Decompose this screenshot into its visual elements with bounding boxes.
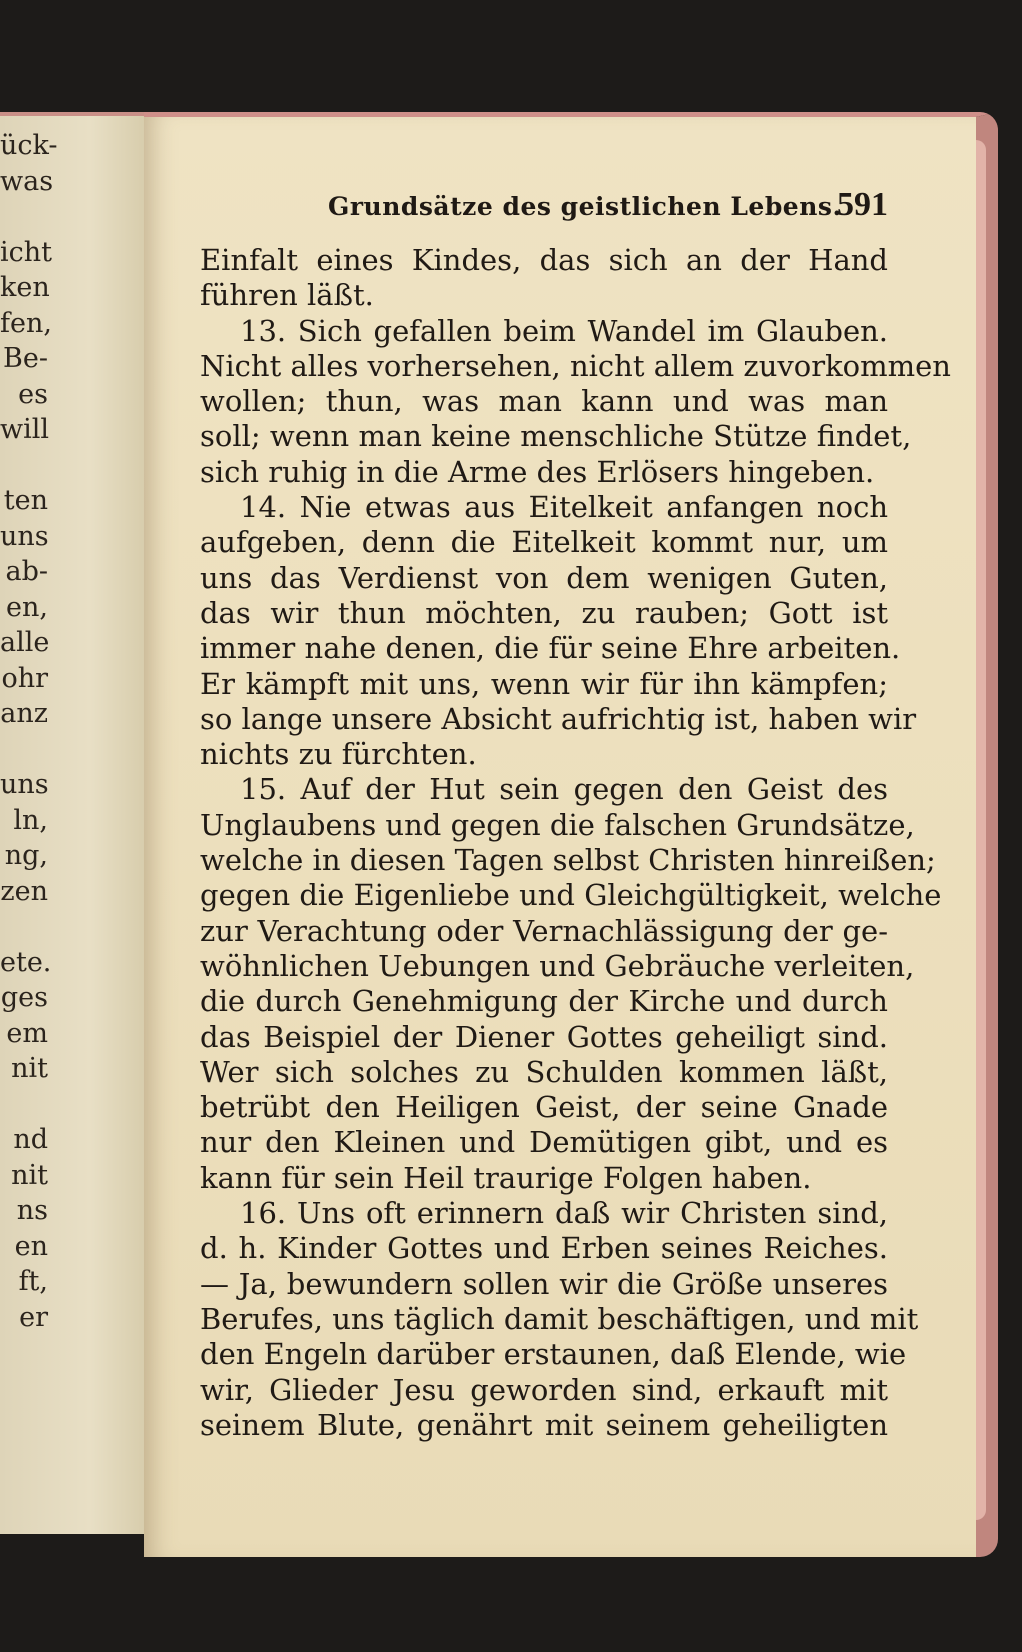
text-line: 14. Nie etwas aus Eitelkeit anfangen noch	[240, 490, 888, 525]
left-page-fragment: ück-	[0, 130, 58, 161]
left-page-fragment: fen,	[0, 307, 52, 339]
left-page-fragment	[0, 448, 48, 484]
text-line: nichts zu fürchten.	[200, 737, 477, 772]
text-line: so lange unsere Absicht aufrichtig ist, haben wir	[200, 701, 917, 736]
text-line: gegen die Eigenliebe und Gleichgültigkeit, welche	[200, 878, 942, 913]
left-page-fragment: es	[18, 378, 48, 410]
text-line: wir, Glieder Jesu geworden sind, erkauft mit	[200, 1372, 888, 1407]
left-page-fragment: ges	[0, 982, 48, 1013]
left-page-text	[0, 128, 58, 1335]
page-header	[328, 186, 888, 236]
running-title: Grundsätze des geistlichen Lebens.	[328, 192, 842, 221]
left-page-fragment: em	[6, 1017, 48, 1049]
left-page-fragment: anz	[0, 698, 48, 729]
left-page-fragment: ohr	[1, 662, 48, 694]
text-line: uns das Verdienst von dem wenigen Guten,	[200, 560, 888, 595]
left-page-fragment: er	[19, 1301, 48, 1333]
left-page-fragment: ab-	[5, 556, 48, 587]
text-line: d. h. Kinder Gottes und Erben seines Reiches.	[200, 1231, 888, 1266]
text-line: kann für sein Heil traurige Folgen haben.	[200, 1160, 812, 1195]
text-line: Er kämpft mit uns, wenn wir für ihn kämpfen;	[200, 666, 888, 701]
left-page-fragment: ng,	[4, 840, 48, 871]
left-page-fragment	[0, 1087, 48, 1123]
left-page-fragment: en	[14, 1230, 48, 1262]
text-line: wollen; thun, was man kann und was man	[200, 384, 888, 419]
text-line: aufgeben, denn die Eitelkeit kommt nur, um	[200, 525, 888, 560]
text-line: 16. Uns oft erinnern daß wir Christen sind,	[240, 1196, 888, 1231]
text-line: das wir thun möchten, zu rauben; Gott ist	[200, 595, 888, 630]
left-page-fragment: ns	[16, 1195, 48, 1226]
text-line: Berufes, uns täglich damit beschäftigen, und mit	[200, 1301, 919, 1336]
text-line: zur Verachtung oder Vernachlässigung der ge-	[200, 913, 888, 948]
left-page-fragment: Be-	[3, 343, 48, 374]
page-number: 591	[837, 186, 888, 223]
left-page-fragment: alle	[0, 627, 50, 658]
text-line: betrübt den Heiligen Geist, der seine Gnade	[200, 1090, 888, 1125]
left-page-fragment: ten	[3, 485, 48, 516]
text-line: nur den Kleinen und Demütigen gibt, und es	[200, 1125, 888, 1160]
left-page-fragment: ft,	[18, 1266, 48, 1297]
text-line: Wer sich solches zu Schulden kommen läßt,	[200, 1054, 888, 1089]
text-line: führen läßt.	[200, 278, 374, 313]
text-line: soll; wenn man keine menschliche Stütze findet,	[200, 419, 912, 454]
left-page-fragment: nd	[13, 1124, 48, 1155]
left-page-fragment: zen	[0, 875, 48, 907]
text-line: wöhnlichen Uebungen und Gebräuche verleiten,	[200, 948, 915, 983]
text-line: — Ja, bewundern sollen wir die Größe unseres	[200, 1266, 888, 1301]
text-line: das Beispiel der Diener Gottes geheiligt sind.	[200, 1019, 888, 1054]
text-line: sich ruhig in die Arme des Erlösers hingeben.	[200, 454, 875, 489]
left-page-fragment: uns	[0, 520, 49, 552]
left-page-fragment	[0, 732, 48, 768]
left-page-fragment: ken	[0, 272, 50, 303]
text-line: Unglaubens und gegen die falschen Grundsätze,	[200, 807, 915, 842]
left-page-fragment: was	[0, 165, 54, 197]
text-line: Einfalt eines Kindes, das sich an der Hand	[200, 243, 888, 277]
text-line: welche in diesen Tagen selbst Christen hinreißen;	[200, 843, 936, 878]
left-page-fragment: ete.	[0, 946, 52, 978]
text-line: 15. Auf der Hut sein gegen den Geist des	[240, 772, 888, 807]
left-page-fragment: ln,	[13, 804, 48, 836]
left-page-fragment	[0, 199, 48, 235]
text-line: immer nahe denen, die für seine Ehre arbeiten.	[200, 631, 901, 666]
body-text	[200, 243, 951, 1443]
left-page-fragment: will	[0, 414, 50, 445]
text-line: Nicht alles vorhersehen, nicht allem zuvorkommen	[200, 348, 951, 383]
left-page-fragment: uns	[0, 769, 49, 800]
text-line: seinem Blute, genährt mit seinem geheiligten	[200, 1407, 888, 1442]
left-page-fragment: nit	[11, 1159, 48, 1191]
text-line: 13. Sich gefallen beim Wandel im Glauben.	[240, 313, 888, 348]
left-page-fragment: en,	[6, 591, 48, 623]
text-line: den Engeln darüber erstaunen, daß Elende, wie	[200, 1337, 907, 1372]
left-page-fragment: nit	[11, 1053, 48, 1084]
page-edge	[976, 140, 986, 1520]
text-line: die durch Genehmigung der Kirche und durch	[200, 984, 888, 1019]
left-page-fragment	[0, 909, 48, 945]
left-page-fragment: icht	[0, 236, 52, 268]
